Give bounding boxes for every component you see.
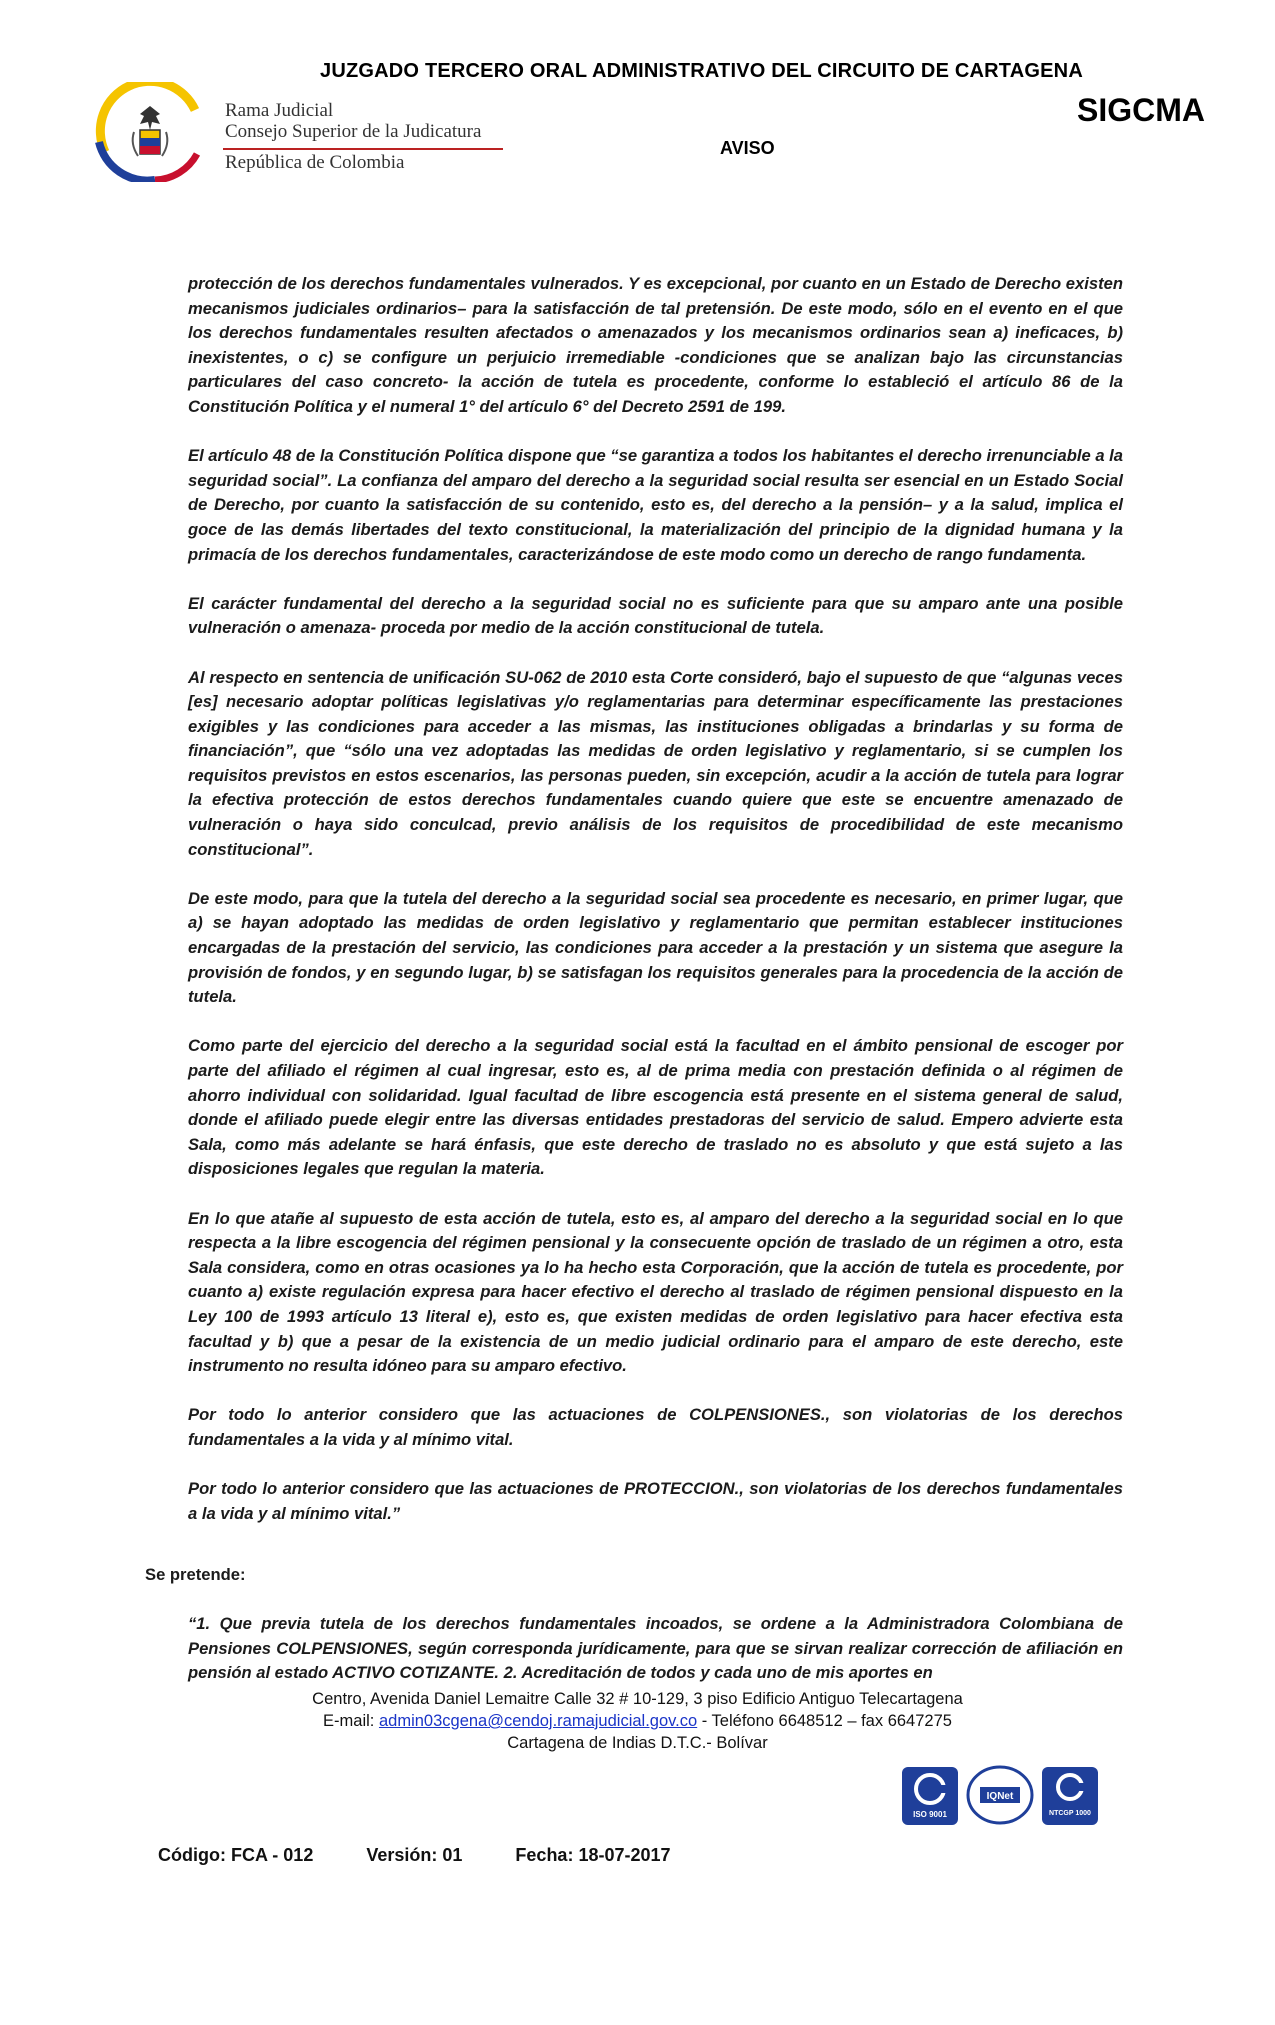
pretension-quote: “1. Que previa tutela de los derechos fundamentales incoados, se ordene a la Administradora Colombiana de Pensiones COLPENSIONES, según corresponda jurídicamente, para que se sirvan realizar corrección de afiliación en pensión al estado ACTIVO COTIZANTE. 2. Acreditación de todos y cada uno de mis aportes en (188, 1614, 1123, 1683)
footer-contact (0, 1710, 1275, 1732)
codigo: Código: FCA - 012 (158, 1845, 314, 1865)
colombia-seal-icon (85, 82, 215, 182)
document-body (188, 272, 1123, 1551)
certification-logos (900, 1765, 1100, 1833)
iso-9001-icon (902, 1767, 958, 1825)
court-name: JUZGADO TERCERO ORAL ADMINISTRATIVO DEL CIRCUITO DE CARTAGENA (320, 60, 1083, 82)
paragraph: Por todo lo anterior considero que las actuaciones de COLPENSIONES., son violatorias de los derechos fundamentales a la vida y al mínimo vital. (188, 1405, 1123, 1449)
paragraph: Al respecto en sentencia de unificación SU-062 de 2010 esta Corte consideró, bajo el supuesto de que “algunas veces [es] necesario adoptar políticas legislativas y/o reglamentarias para determinar específicamente las prestaciones exigibles y las condiciones para acceder a las mismas, las instituciones obligadas a brindarlas y su forma de financiación”, que “sólo una vez adoptadas las medidas de orden legislativo y reglamentario, si se cumplen los requisitos previstos en estos escenarios, las personas pueden, sin excepción, acudir a la acción de tutela para lograr la efectiva protección de estos derechos fundamentales cuando quiere que este se encuentre amenazado de vulneración o haya sido conculcad, previo análisis de los requisitos de procedibilidad de este mecanismo constitucional”. (188, 667, 1123, 859)
footer-city: Cartagena de Indias D.T.C.- Bolívar (507, 1734, 768, 1752)
ntcgp-label: NTCGP 1000 (1049, 1810, 1091, 1817)
paragraph: En lo que atañe al supuesto de esta acción de tutela, esto es, al amparo del derecho a la seguridad social en lo que respecta a la libre escogencia del régimen pensional y la consecuente opción de traslado de un régimen a otro, esta Sala considera, como en otras ocasiones ya lo ha hecho esta Corporación, que la acción de tutela es procedente, por cuanto a) existe regulación expresa para hacer efectivo el derecho al traslado de régimen pensional dispuesto en la Ley 100 de 1993 artículo 13 literal e), esto es, que existen medidas de orden legislativo para hacer efectiva esta facultad y b) que a pesar de la existencia de un medio judicial ordinario para el amparo de este derecho, este instrumento no resulta idóneo para su amparo efectivo. (188, 1208, 1123, 1376)
footer (0, 1688, 1275, 1754)
paragraph: El artículo 48 de la Constitución Política dispone que “se garantiza a todos los habitantes el derecho irrenunciable a la seguridad social”. La confianza del amparo del derecho a la seguridad social resulta ser esencial en un Estado Social de Derecho, por cuanto la satisfacción de su contenido, esto es, del derecho a la pensión– y a la salud, implica el goce de las demás libertades del texto constitucional, la materialización del principio de la dignidad humana y la primacía de los derechos fundamentales, caracterizándose de este modo como un derecho de rango fundamenta. (188, 446, 1124, 564)
fecha: Fecha: 18-07-2017 (515, 1845, 671, 1865)
rama-judicial-logo (85, 82, 505, 182)
section-label-pretende: Se pretende: (145, 1565, 246, 1584)
paragraph: Por todo lo anterior considero que las actuaciones de PROTECCION., son violatorias de los derechos fundamentales a la vida y al mínimo vital.” (188, 1479, 1123, 1523)
email-link[interactable]: admin03cgena@cendoj.ramajudicial.gov.co (378, 1712, 698, 1730)
paragraph: De este modo, para que la tutela del derecho a la seguridad social sea procedente es necesario, en primer lugar, que a) se hayan adoptado las medidas de orden legislativo y reglamentario que permitan establecer instituciones encargadas de la prestación del servicio, las condiciones para acceder a la prestación y un sistema que asegure la provisión de fondos, y en segundo lugar, b) se satisfagan los requisitos generales para la procedencia de la acción de tutela. (188, 888, 1123, 1007)
iqnet-label: IQNet (986, 1791, 1014, 1802)
paragraph: protección de los derechos fundamentales vulnerados. Y es excepcional, por cuanto en un Estado de Derecho existen mecanismos judiciales ordinarios– para la satisfacción de tal pretensión. De este modo, sólo en el evento en el que los derechos fundamentales resulten afectados o amenazados y los mecanismos ordinarios sean a) ineficaces, b) inexistentes, o c) se configure un perjuicio irremediable -condiciones que se analizan bajo las circunstancias particulares del caso concreto- la acción de tutela es procedente, conforme lo estableció el artículo 86 de la Constitución Política y el numeral 1° del artículo 6° del Decreto 2591 de 199. (188, 274, 1123, 416)
paragraph: El carácter fundamental del derecho a la seguridad social no es suficiente para que su amparo ante una posible vulneración o amenaza- proceda por medio de la acción constitucional de tutela. (188, 593, 1123, 638)
paragraph: Como parte del ejercicio del derecho a la seguridad social está la facultad en el ámbito pensional de escoger por parte del afiliado el régimen al cual ingresar, esto es, al de prima media con prestación definida o al régimen de ahorro individual con solidaridad. Igual facultad de libre escogencia está presente en el sistema general de salud, donde el afiliado puede elegir entre las diversas entidades prestadoras del servicio de salud. Empero advierte esta Sala, como más adelante se hará énfasis, que este derecho de traslado no es absoluto y que está sujeto a las disposiciones legales que regulan la materia. (188, 1036, 1123, 1179)
footer-address: Centro, Avenida Daniel Lemaitre Calle 32 # 10-129, 3 piso Edificio Antiguo Telecartagena (312, 1690, 963, 1708)
version: Versión: 01 (366, 1845, 463, 1865)
document-code-line (158, 1845, 719, 1866)
footer-phone: - Teléfono 6648512 – fax 6647275 (697, 1712, 952, 1730)
footer-email-prefix: E-mail: (323, 1712, 379, 1730)
sigcma-label: SIGCMA (1077, 92, 1205, 128)
logo-line-consejo: Consejo Superior de la Judicatura (225, 121, 482, 142)
ntcgp-1000-icon (1042, 1767, 1098, 1825)
document-type: AVISO (720, 138, 775, 158)
logo-line-republica: República de Colombia (225, 152, 405, 173)
logo-line-rama: Rama Judicial (225, 100, 334, 121)
iso-label: ISO 9001 (913, 1810, 947, 1819)
logo-divider (223, 148, 503, 150)
iqnet-icon (968, 1767, 1032, 1823)
